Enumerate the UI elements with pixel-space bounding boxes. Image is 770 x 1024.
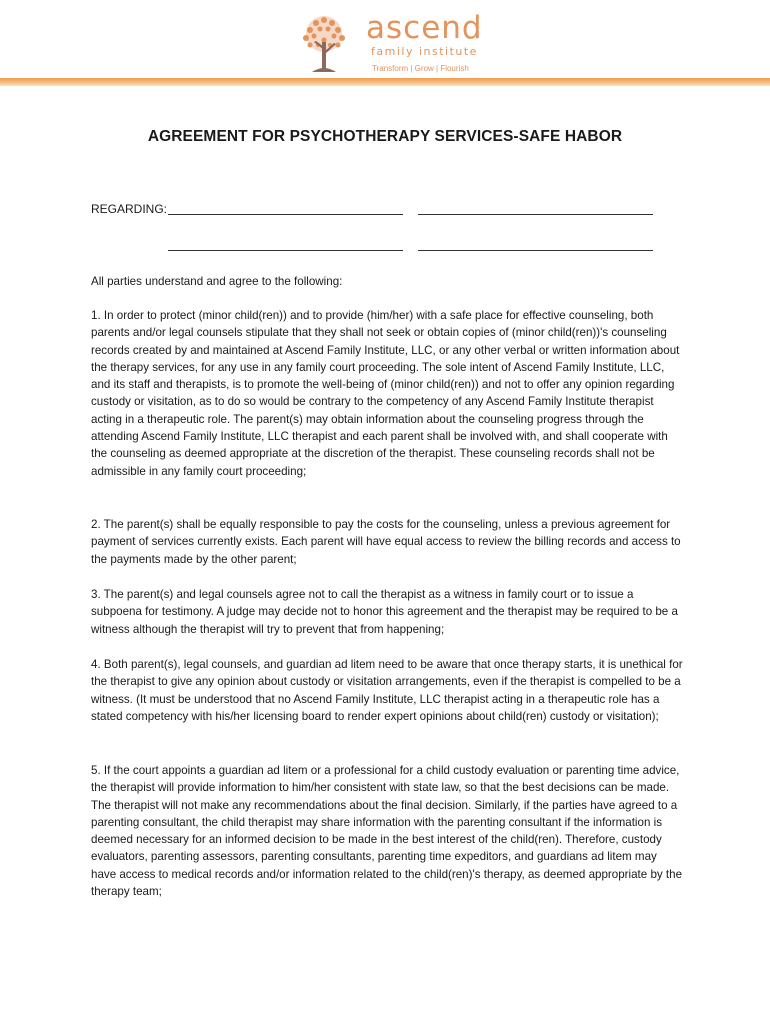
- regarding-line-2: [418, 214, 653, 215]
- regarding-line-1: [168, 214, 403, 215]
- regarding-label: REGARDING:: [91, 202, 168, 216]
- logo-subtitle: family institute: [371, 45, 478, 58]
- paragraph-2: 2. The parent(s) shall be equally responsible to pay the costs for the counseling, unless a previous agreement for payment of services currently exists. Each parent will have equal access to review the billing records and access to the payments made by the other parent;: [91, 518, 681, 566]
- document-header: [0, 0, 770, 88]
- page-title: AGREEMENT FOR PSYCHOTHERAPY SERVICES-SAFE HABOR: [147, 128, 623, 145]
- logo-wordmark: ascend: [366, 10, 483, 46]
- regarding-line-3: [168, 250, 403, 251]
- header-divider-bar: [0, 78, 770, 86]
- paragraph-1: 1. In order to protect (minor child(ren)) and to provide (him/her) with a safe place for effective counseling, both parents and/or legal counsels stipulate that they shall not seek or obtain copies of (minor child(ren))'s counseling records created by and maintained at Ascend Family Institute, LLC, or any other verbal or written information about the therapy services, for any use in any family court proceeding. The sole intent of Ascend Family Institute, LLC, and its staff and therapists, is to promote the well-being of (minor child(ren)) and not to offer any opinion regarding custody or visitation, as to do so would be contrary to the competency of any Ascend Family Institute therapist acting in a therapeutic role. The parent(s) may obtain information about the counseling progress through the attending Ascend Family Institute, LLC therapist and each parent shall be involved with, and shall cooperate with the counseling as deemed appropriate at the discretion of the therapist. These counseling records shall not be admissible in any family court proceeding;: [91, 309, 680, 478]
- tree-logo-icon: [286, 12, 362, 80]
- logo-tagline: Transform | Grow | Flourish: [372, 64, 469, 73]
- paragraph-4: 4. Both parent(s), legal counsels, and guardian ad litem need to be aware that once therapy starts, it is unethical for the therapist to give any opinion about custody or visitation arrangements, even if the therapist is compelled to be a witness. (It must be understood that no Ascend Family Institute, LLC therapist acting in a therapeutic role has a stated competency with his/her licensing board to render expert opinions about child(ren) custody or visitation);: [91, 658, 683, 723]
- paragraph-5: 5. If the court appoints a guardian ad litem or a professional for a child custody evaluation or parenting time advice, the therapist will provide information to him/her consistent with state law, so that the best decisions can be made. The therapist will not make any recommendations about the final decision. Similarly, if the parties have agreed to a parenting consultant, the child therapist may share information with the parenting consultant if the information is deemed necessary for an informed decision to be made in the best interest of the child(ren). Therefore, custody evaluators, parenting assessors, parenting consultants, parenting time expeditors, and guardians ad litem may have access to medical records and/or information related to the child(ren)'s therapy, as deemed appropriate by the therapy team;: [91, 764, 683, 899]
- regarding-line-4: [418, 250, 653, 251]
- paragraph-3: 3. The parent(s) and legal counsels agree not to call the therapist as a witness in family court or to issue a subpoena for testimony. A judge may decide not to honor this agreement and the therapist may be required to be a witness although the therapist will try to prevent that from happening;: [91, 588, 678, 636]
- intro-text: All parties understand and agree to the following:: [91, 275, 343, 288]
